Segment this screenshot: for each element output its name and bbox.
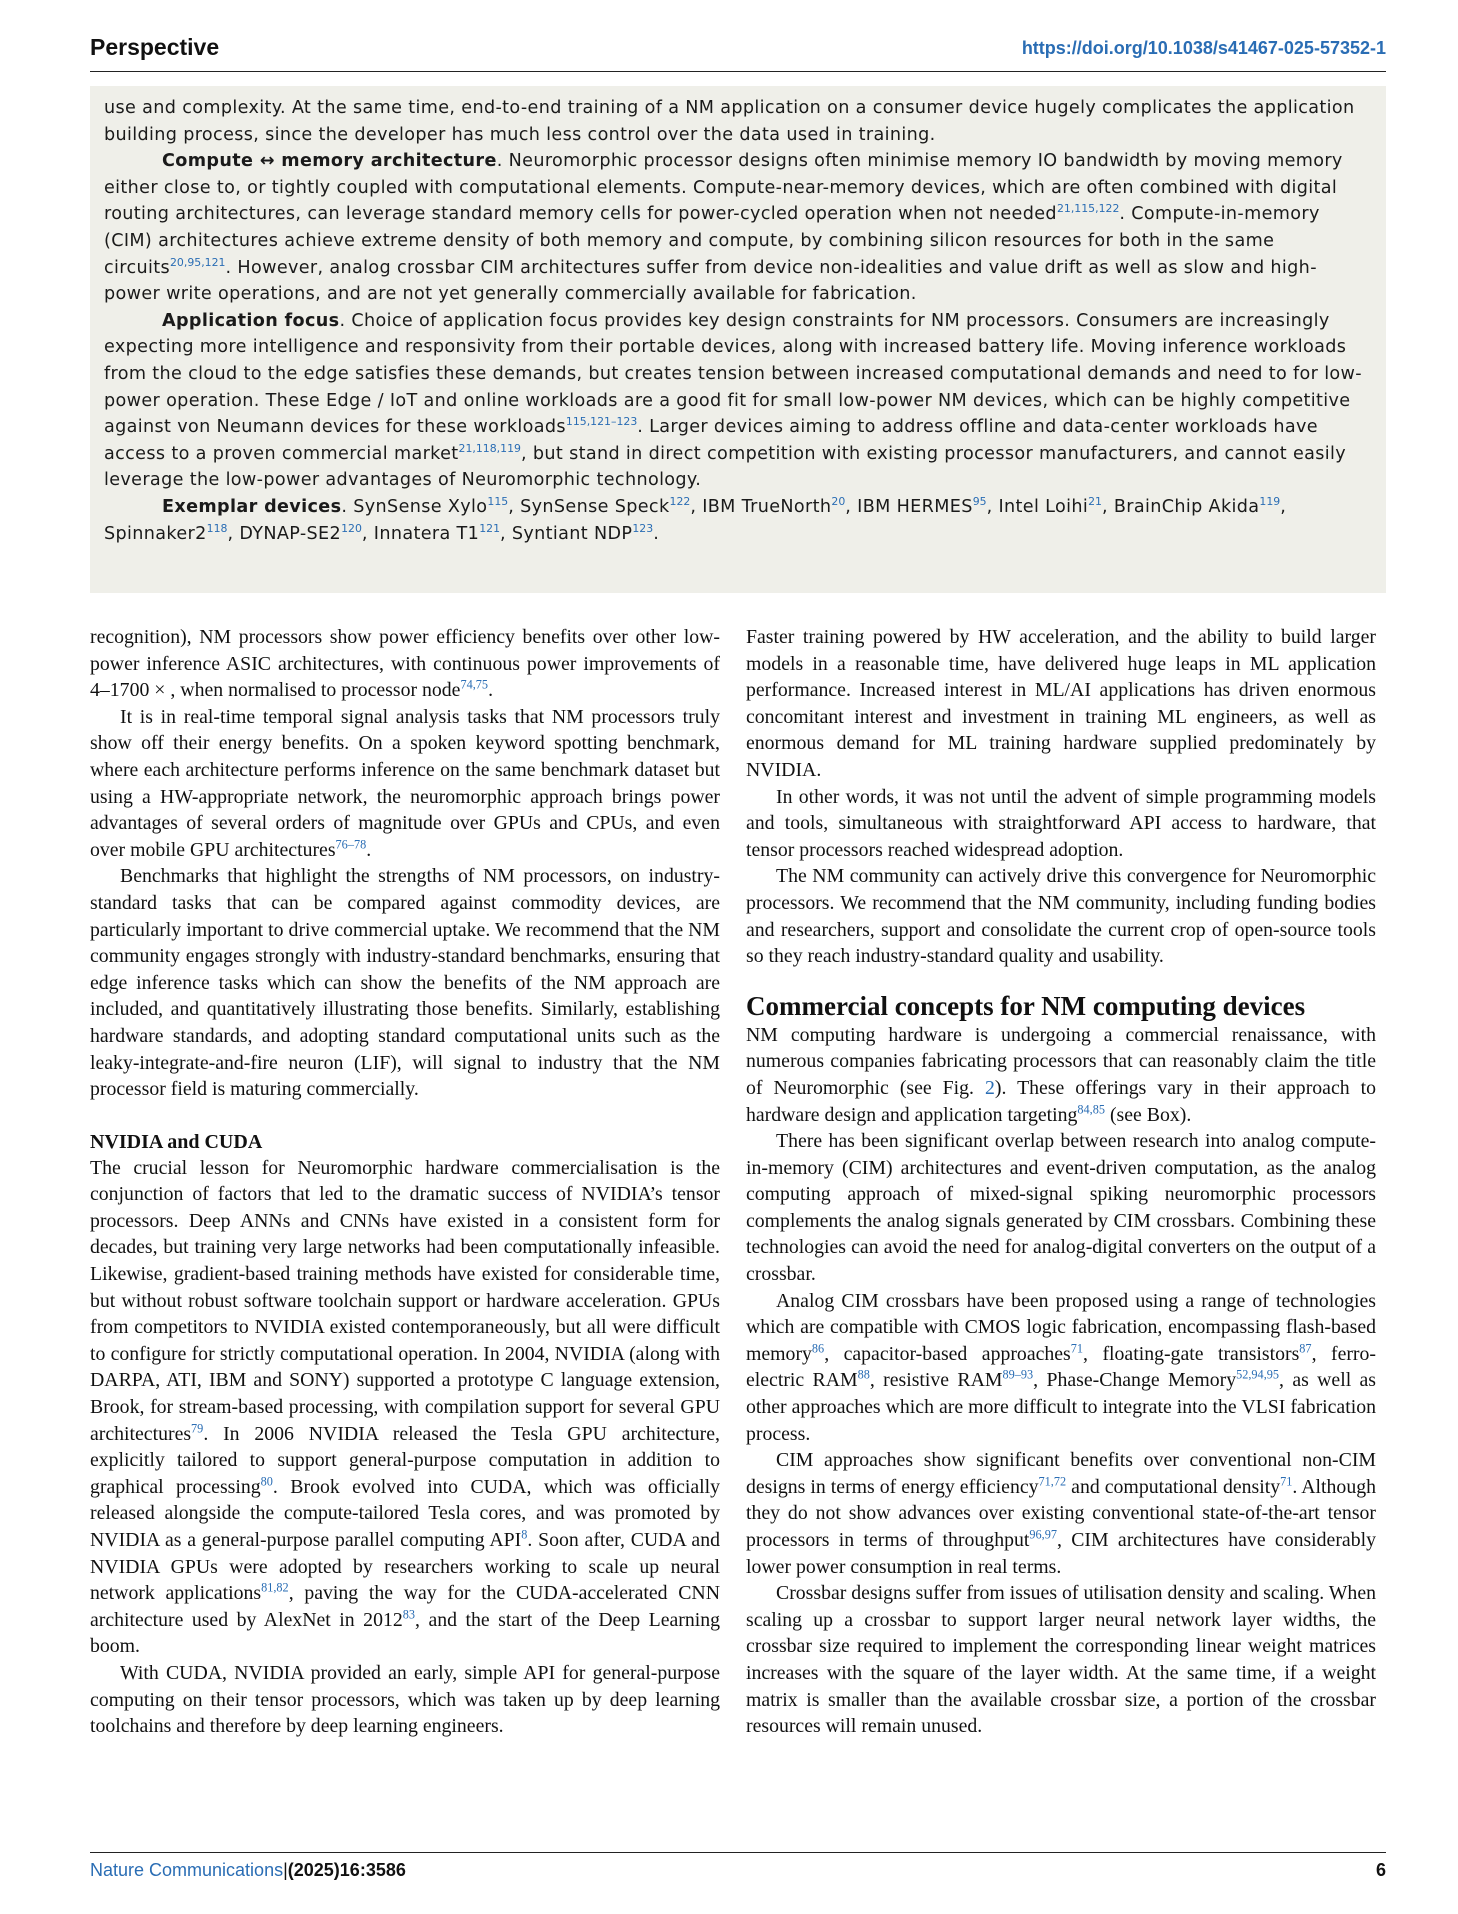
left-column	[90, 624, 720, 1740]
footer-citation	[90, 1860, 406, 1881]
citation-ref[interactable]: 120	[341, 521, 362, 535]
box-paragraph-intro: use and complexity. At the same time, end-to-end training of a NM application on a consumer device hugely complicates the application building process, since the developer has much less control over the data used in training.	[104, 98, 1355, 145]
body-paragraph: There has been significant overlap between research into analog compute-in-memory (CIM) architectures and event-driven computation, as the analog computing approach of mixed-signal spiking neuromorphic processors complements the analog signals generated by CIM crossbars. Combining these technologies can avoid the need for analog-digital converters on the output of a crossbar.	[746, 1130, 1376, 1286]
citation-ref[interactable]: 81,82	[261, 1580, 289, 1595]
citation-ref[interactable]: 122	[669, 495, 691, 509]
box-paragraph-application-focus: Application focus. Choice of application focus provides key design constraints for NM processors. Consumers are increasingly expecting more intelligence and responsivity from their portable devices, along with increased battery life. Moving inference workloads from the cloud to the edge satisfies these demands, but creates tension between increased computational demands and need to for low-power operation. These Edge / IoT and online workloads are a good fit for small low-power NM devices, which can be highly competitive against von Neumann devices for these workloads$^{115,121-123}$. Larger devices aiming to address offline and data-center workloads have access to a proven commercial market$^{21,118,119}$, but stand in direct competition with existing processor manufacturers, and cannot easily leverage the low-power advantages of Neuromorphic technology.	[104, 310, 1362, 491]
body-paragraph: CIM approaches show significant benefits over conventional non-CIM designs in terms of energy efficiency$^{71,72}$ and computational density$^{71}$. Although they do not show advances over existing conventional state-of-the-art tensor processors in terms of throughput$^{96,97}$, CIM architectures have considerably lower power consumption in real terms.	[746, 1449, 1376, 1578]
citation-ref[interactable]: 20,95,121	[169, 255, 226, 269]
citation-ref[interactable]: 71,72	[1038, 1474, 1067, 1489]
body-paragraph: With CUDA, NVIDIA provided an early, simple API for general-purpose computing on their tensor processors, which was taken up by deep learning toolchains and therefore by deep learning engineers.	[90, 1661, 720, 1738]
box-heading-exemplar-devices: Exemplar devices	[162, 496, 342, 517]
section-heading-commercial-concepts: Commercial concepts for NM computing devices	[746, 990, 1306, 1021]
body-paragraph: It is in real-time temporal signal analysis tasks that NM processors truly show off their energy benefits. On a spoken keyword spotting benchmark, where each architecture performs inference on the same benchmark dataset but using a HW-appropriate network, the neuromorphic approach brings power advantages of several orders of magnitude over GPUs and CPUs, and even over mobile GPU architectures$^{76-78}$.	[90, 705, 720, 861]
citation-ref[interactable]: 115	[487, 495, 509, 509]
box-panel	[90, 86, 1386, 593]
box-paragraph-compute-memory: Compute ↔ memory architecture. Neuromorphic processor designs often minimise memory IO bandwidth by moving memory either close to, or tightly coupled with computational elements. Compute-near-memory devices, which are often combined with digital routing architectures, can leverage standard memory cells for power-cycled operation when not needed$^{21,115,122}$. Compute-in-memory (CIM) architectures achieve extreme density of both memory and compute, by combining silicon resources for both in the same circuits$^{20,95,121}$. However, analog crossbar CIM architectures suffer from device non-idealities and value drift as well as slow and high-power write operations, and are not yet generally commercially available for fabrication.	[104, 151, 1343, 305]
footer-rule	[90, 1852, 1386, 1853]
journal-name[interactable]: Nature Communications	[90, 1860, 284, 1880]
body-paragraph: NM computing hardware is undergoing a commercial renaissance, with numerous companies fabricating processors that can reasonably claim the title of Neuromorphic (see Fig. 2). These offerings vary in their approach to hardware design and application targeting$^{84,85}$ (see Box).	[746, 1023, 1377, 1126]
citation-ref[interactable]: 21,115,122	[1056, 202, 1120, 216]
right-column	[746, 624, 1376, 1740]
citation-ref[interactable]: 76–78	[335, 837, 367, 852]
citation-ref[interactable]: 95	[972, 495, 987, 509]
citation-ref[interactable]: 96,97	[1029, 1527, 1057, 1542]
citation-ref[interactable]: 84,85	[1077, 1101, 1106, 1116]
box-heading-compute-memory: Compute ↔ memory architecture	[162, 151, 497, 172]
citation-ref[interactable]: 71	[1070, 1341, 1084, 1356]
citation-ref[interactable]: 8	[521, 1527, 528, 1542]
citation-ref[interactable]: 21	[1088, 495, 1102, 509]
citation-ref[interactable]: 83	[402, 1607, 416, 1622]
citation-ref[interactable]: 118	[206, 521, 228, 535]
citation-ref[interactable]: 71	[1280, 1474, 1293, 1489]
subsection-heading-nvidia-cuda: NVIDIA and CUDA	[90, 1130, 263, 1153]
box-paragraph-exemplar-devices: Exemplar devices. SynSense Xylo$^{115}$, SynSense Speck$^{122}$, IBM TrueNorth$^{20}$, IBM HERMES$^{95}$, Intel Loihi$^{21}$, BrainChip Akida$^{119}$, Spinnaker2$^{118}$, DYNAP-SE2$^{120}$, Innatera T1$^{121}$, Syntiant NDP$^{123}$.	[104, 495, 1287, 544]
body-paragraph: recognition), NM processors show power efficiency benefits over other low-power inference ASIC architectures, with continuous power improvements of 4–1700 × , when normalised to processor node$^{74,75}$.	[90, 626, 720, 702]
body-paragraph: Crossbar designs suffer from issues of utilisation density and scaling. When scaling up a crossbar to support larger neural network layer widths, the crossbar size required to implement the corresponding linear weight matrices increases with the square of the layer width. At the same time, if a weight matrix is smaller than the available crossbar size, a portion of the crossbar resources will remain unused.	[746, 1582, 1376, 1738]
citation-ref[interactable]: 80	[260, 1474, 273, 1489]
citation-ref[interactable]: 52,94,95	[1236, 1367, 1280, 1382]
box-heading-application-focus: Application focus	[162, 310, 340, 331]
body-paragraph: Faster training powered by HW acceleration, and the ability to build larger models in a reasonable time, have delivered huge leaps in ML application performance. Increased interest in ML/AI applications has driven enormous concomitant interest and investment in training ML engineers, as well as enormous demand for ML training hardware supplied predominately by NVIDIA.	[746, 626, 1376, 781]
body-paragraph: In other words, it was not until the advent of simple programming models and tools, simultaneous with straightforward API access to hardware, that tensor processors reached widespread adoption.	[746, 785, 1376, 861]
citation-ref[interactable]: 87	[1299, 1341, 1312, 1356]
citation-ref[interactable]: 89–93	[1002, 1367, 1034, 1382]
citation-ref[interactable]: 20	[831, 495, 846, 509]
citation-ref[interactable]: 115,121–123	[565, 415, 638, 429]
figure-link[interactable]: 2	[985, 1076, 995, 1099]
citation-ref[interactable]: 74,75	[460, 677, 489, 692]
volume-citation: (2025)16:3586	[287, 1860, 406, 1880]
body-paragraph: Analog CIM crossbars have been proposed using a range of technologies which are compatible with CMOS logic fabrication, encompassing flash-based memory$^{86}$, capacitor-based approaches$^{71}$, floating-gate transistors$^{87}$, ferro-electric RAM$^{88}$, resistive RAM$^{89-93}$, Phase-Change Memory$^{52,94,95}$, as well as other approaches which are more difficult to integrate into the VLSI fabrication process.	[746, 1289, 1377, 1445]
citation-ref[interactable]: 86	[811, 1341, 825, 1356]
citation-ref[interactable]: 123	[632, 521, 654, 535]
page-number: 6	[1375, 1860, 1386, 1880]
citation-ref[interactable]: 21,118,119	[458, 441, 521, 455]
body-paragraph: The crucial lesson for Neuromorphic hardware commercialisation is the conjunction of factors that led to the dramatic success of NVIDIA’s tensor processors. Deep ANNs and CNNs have existed in a consistent form for decades, but training very large networks had been computationally infeasible. Likewise, gradient-based training methods have existed for considerable time, but without robust software toolchain support or hardware acceleration. GPUs from competitors to NVIDIA existed contemporaneously, but all were difficult to configure for strictly computational operation. In 2004, NVIDIA (along with DARPA, ATI, IBM and SONY) supported a prototype C language extension, Brook, for stream-based processing, with compilation support for several GPU architectures$^{79}$. In 2006 NVIDIA released the Tesla GPU architecture, explicitly tailored to support general-purpose computation in addition to graphical processing$^{80}$. Brook evolved into CUDA, which was officially released alongside the compute-tailored Tesla cores, and was promoted by NVIDIA as a general-purpose parallel computing API$^8$. Soon after, CUDA and NVIDIA GPUs were adopted by researchers working to scale up neural network applications$^{81,82}$, paving the way for the CUDA-accelerated CNN architecture used by AlexNet in 2012$^{83}$, and the start of the Deep Learning boom.	[90, 1156, 721, 1658]
body-paragraph: Benchmarks that highlight the strengths of NM processors, on industry-standard tasks that can be compared against commodity devices, are particularly important to drive commercial uptake. We recommend that the NM community engages strongly with industry-standard benchmarks, ensuring that edge inference tasks which can show the benefits of the NM approach are included, and quantitatively illustrating those benefits. Similarly, establishing hardware standards, and adopting standard computational units such as the leaky-integrate-and-fire neuron (LIF), will signal to industry that the NM processor field is maturing commercially.	[90, 865, 720, 1101]
citation-ref[interactable]: 79	[191, 1421, 204, 1436]
header-rule	[90, 71, 1386, 72]
body-paragraph: The NM community can actively drive this convergence for Neuromorphic processors. We recommend that the NM community, including funding bodies and researchers, support and consolidate the current crop of open-source tools so they reach industry-standard quality and usability.	[746, 865, 1376, 968]
section-label: Perspective	[90, 34, 220, 60]
citation-ref[interactable]: 121	[479, 521, 501, 535]
footer-separator: |	[283, 1860, 288, 1880]
citation-ref[interactable]: 119	[1259, 495, 1281, 509]
doi-link[interactable]: https://doi.org/10.1038/s41467-025-57352-1	[1021, 38, 1386, 58]
citation-ref[interactable]: 88	[857, 1367, 870, 1382]
